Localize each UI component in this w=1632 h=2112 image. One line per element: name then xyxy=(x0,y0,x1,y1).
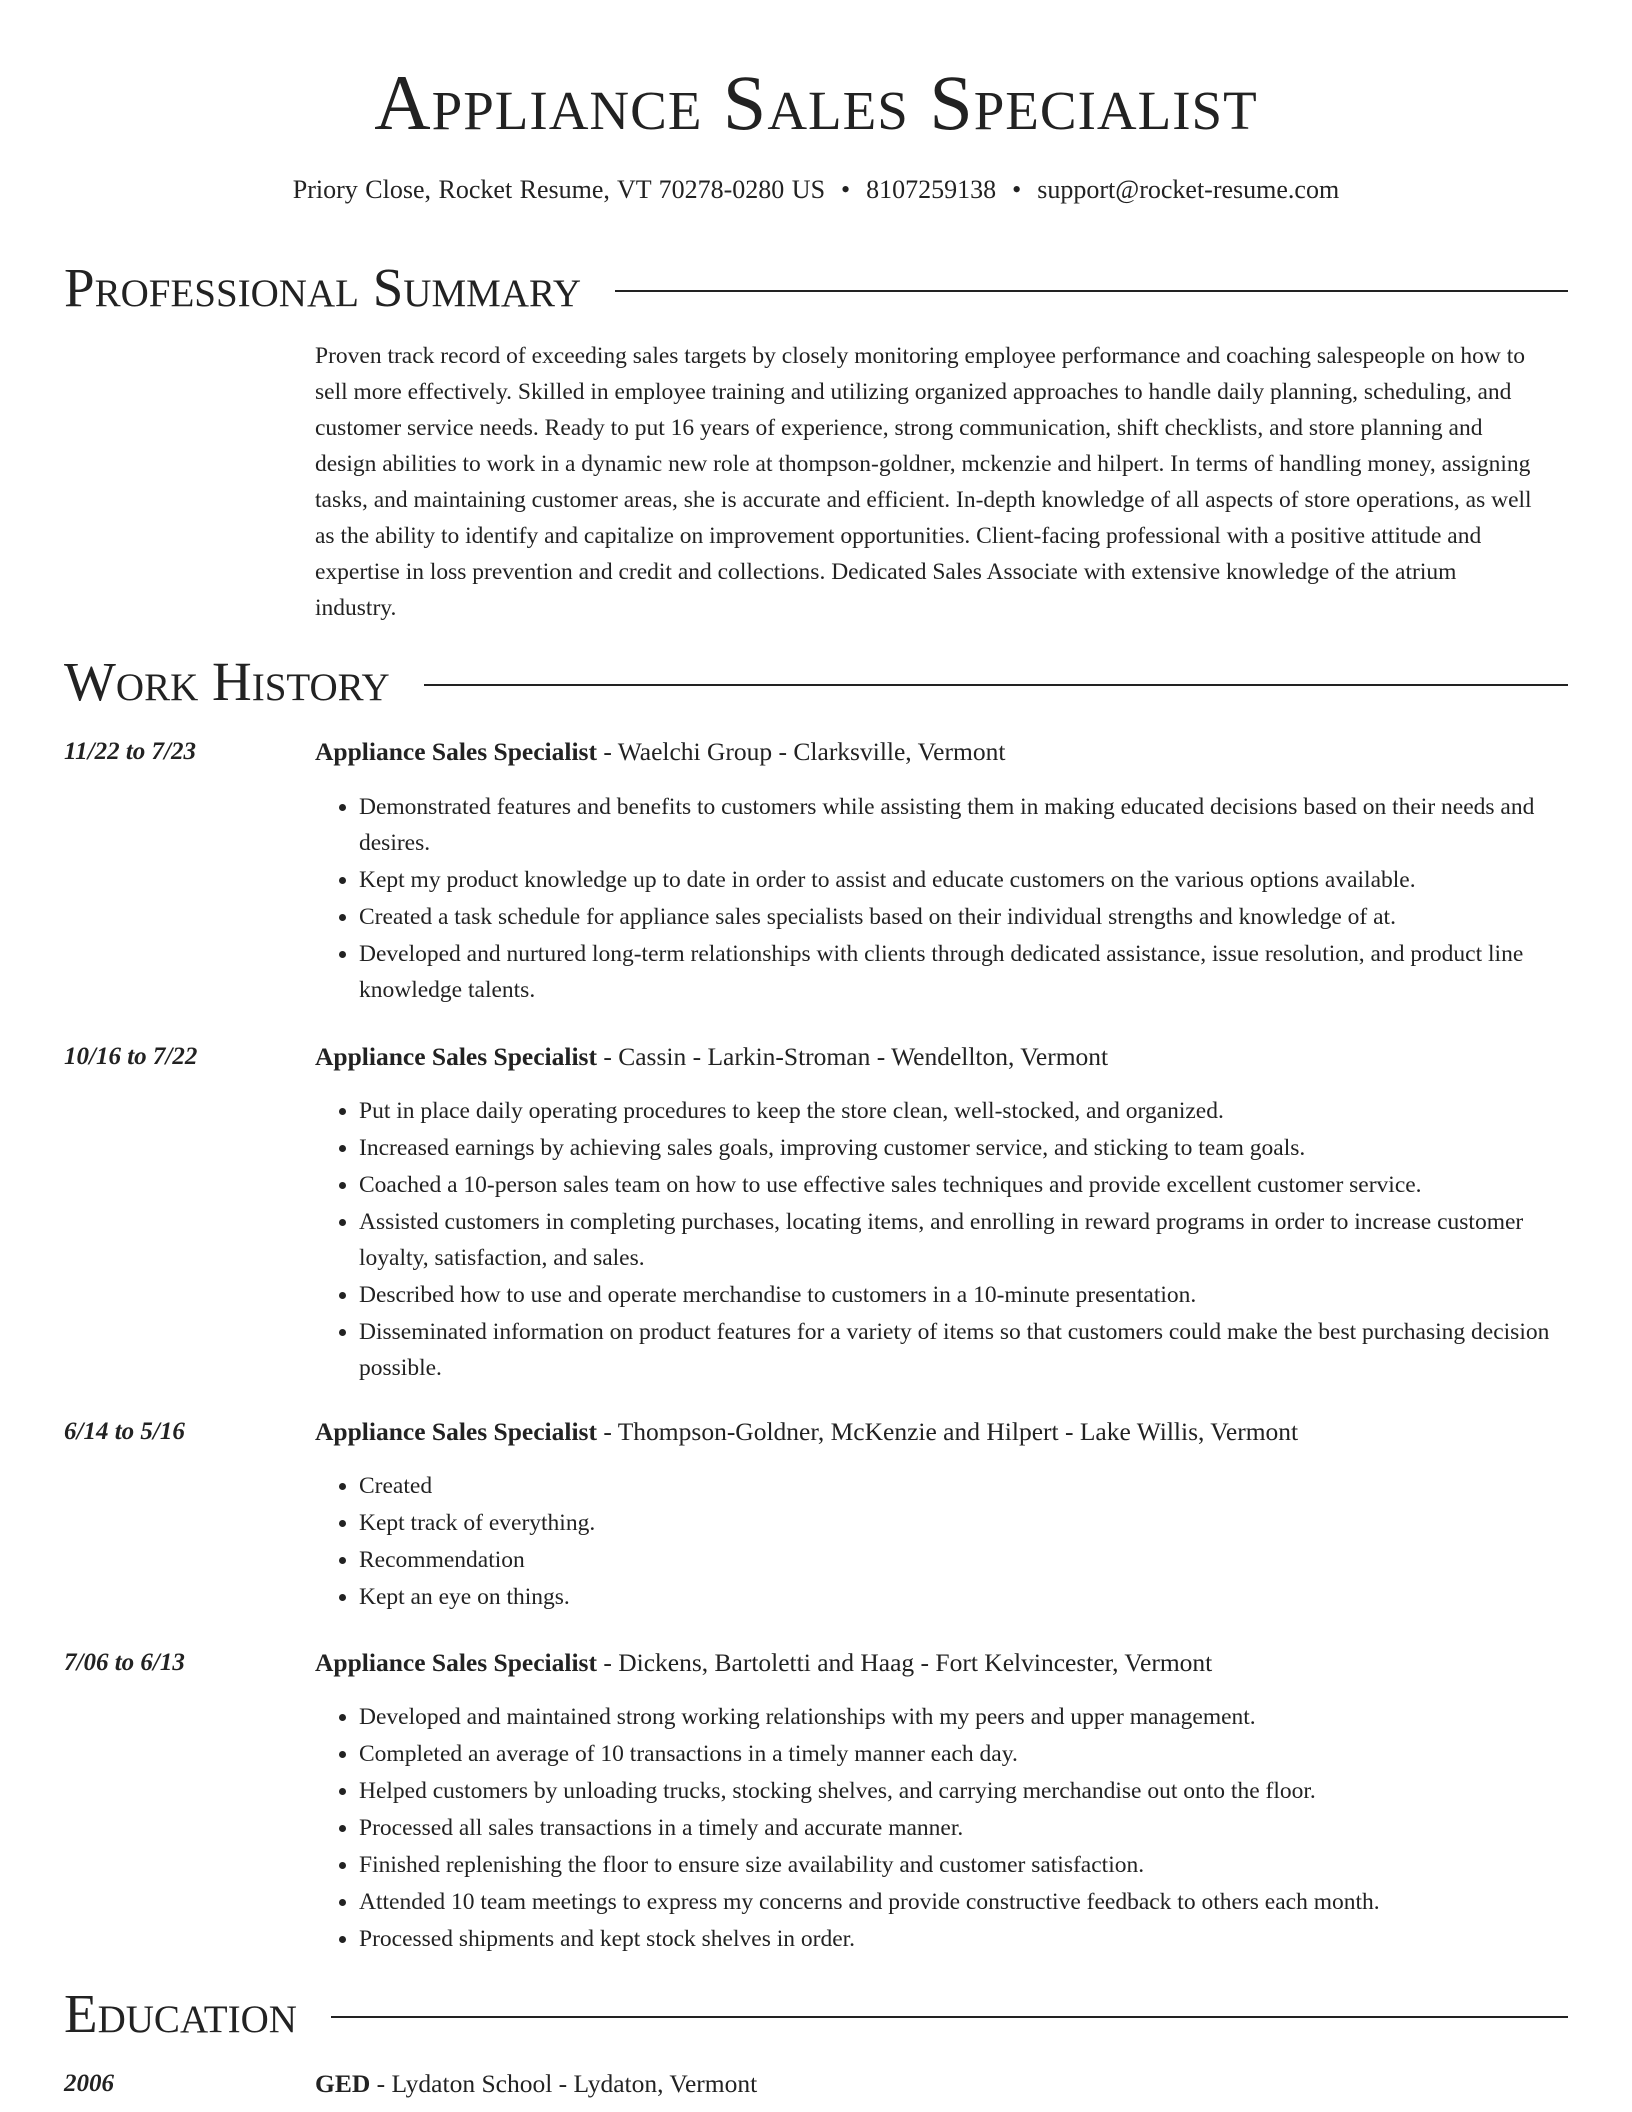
job-bullet: • Created xyxy=(359,1468,1568,1504)
job-bullet: • Assisted customers in completing purchases, locating items, and enrolling in reward programs in order to increase customer loyalty, satisfaction, and sales. xyxy=(359,1204,1568,1276)
job-title: Appliance Sales Specialist xyxy=(315,737,597,766)
job-bullet: • Processed all sales transactions in a timely and accurate manner. xyxy=(359,1810,1568,1846)
job-employer-location: - Thompson-Goldner, McKenzie and Hilpert - Lake Willis, Vermont xyxy=(596,1417,1299,1446)
job-bullet: • Disseminated information on product features for a variety of items so that customers could make the best purchasing decision possible. xyxy=(359,1314,1568,1386)
contact-email: support@rocket-resume.com xyxy=(1037,175,1340,204)
section-divider xyxy=(615,290,1568,292)
summary-text: Proven track record of exceeding sales targets by closely monitoring employee performance and coaching salespeople on how to sell more effectively. Skilled in employee training and utilizing organized approaches to handle daily planning, scheduling, and customer service needs. Ready to put 16 years of experience, strong communication, shift checklists, and store planning and design abilities to work in a dynamic new role at thompson-goldner, mckenzie and hilpert. In terms of handling money, assigning tasks, and maintaining customer areas, she is accurate and efficient. In-depth knowledge of all aspects of store operations, as well as the ability to identify and capitalize on improvement opportunities. Client-facing professional with a positive attitude and expertise in loss prevention and credit and collections. Dedicated Sales Associate with extensive knowledge of the atrium industry. xyxy=(315,343,1532,621)
education-heading: Education xyxy=(64,1983,297,2044)
job-bullet: • Put in place daily operating procedures to keep the store clean, well-stocked, and organized. xyxy=(359,1093,1568,1129)
job-bullet: • Processed shipments and kept stock shelves in order. xyxy=(359,1921,1568,1957)
section-divider xyxy=(331,2016,1568,2018)
education-section-heading xyxy=(64,1984,1568,2044)
contact-address: Priory Close, Rocket Resume, VT 70278-0280 US xyxy=(292,175,826,204)
job-bullet: • Described how to use and operate merchandise to customers in a 10-minute presentation. xyxy=(359,1277,1568,1313)
job-bullet: • Helped customers by unloading trucks, stocking shelves, and carrying merchandise out onto the floor. xyxy=(359,1773,1568,1809)
education-school-location: - Lydaton School - Lydaton, Vermont xyxy=(370,2069,758,2098)
job-dates: 7/06 to 6/13 xyxy=(64,1649,185,1676)
job-employer-location: - Cassin - Larkin-Stroman - Wendellton, Vermont xyxy=(596,1042,1109,1071)
job-title: Appliance Sales Specialist xyxy=(315,1042,597,1071)
job-employer-location: - Waelchi Group - Clarksville, Vermont xyxy=(596,737,1006,766)
job-bullet-list xyxy=(315,1468,1568,1616)
job-title: Appliance Sales Specialist xyxy=(315,1417,597,1446)
job-bullet: • Kept an eye on things. xyxy=(359,1579,1568,1615)
job-bullet: • Kept track of everything. xyxy=(359,1505,1568,1541)
job-dates: 6/14 to 5/16 xyxy=(64,1418,185,1445)
job-title-line xyxy=(315,1645,1212,1681)
work-section-heading xyxy=(64,652,1568,712)
contact-separator: • xyxy=(1012,175,1022,204)
summary-section-heading xyxy=(64,258,1568,318)
contact-line xyxy=(0,172,1632,208)
contact-phone: 8107259138 xyxy=(866,175,997,204)
job-bullet-list xyxy=(315,1699,1568,1958)
job-bullet-list xyxy=(315,789,1568,1009)
job-bullet: • Recommendation xyxy=(359,1542,1568,1578)
work-heading: Work History xyxy=(64,651,390,712)
job-title: Appliance Sales Specialist xyxy=(315,1648,597,1677)
job-bullet: • Coached a 10-person sales team on how to use effective sales techniques and provide excellent customer service. xyxy=(359,1167,1568,1203)
job-bullet: • Demonstrated features and benefits to customers while assisting them in making educated decisions based on their needs and desires. xyxy=(359,789,1568,861)
job-bullet: • Created a task schedule for appliance sales specialists based on their individual strengths and knowledge of at. xyxy=(359,899,1568,935)
contact-separator: • xyxy=(841,175,851,204)
job-bullet: • Attended 10 team meetings to express my concerns and provide constructive feedback to others each month. xyxy=(359,1884,1568,1920)
job-dates: 11/22 to 7/23 xyxy=(64,738,196,765)
job-bullet: • Kept my product knowledge up to date in order to assist and educate customers on the various options available. xyxy=(359,862,1568,898)
job-bullet: • Developed and maintained strong working relationships with my peers and upper management. xyxy=(359,1699,1568,1735)
job-title-line xyxy=(315,734,1005,770)
section-divider xyxy=(424,684,1568,686)
job-bullet: • Developed and nurtured long-term relationships with clients through dedicated assistance, issue resolution, and product line knowledge talents. xyxy=(359,936,1568,1008)
summary-heading: Professional Summary xyxy=(64,257,582,318)
education-date: 2006 xyxy=(64,2070,114,2097)
job-dates: 10/16 to 7/22 xyxy=(64,1043,198,1070)
education-degree: GED xyxy=(315,2069,371,2098)
job-title-line xyxy=(315,1414,1298,1450)
job-bullet: • Increased earnings by achieving sales goals, improving customer service, and sticking to team goals. xyxy=(359,1130,1568,1166)
resume-name: Appliance Sales Specialist xyxy=(374,59,1258,146)
job-employer-location: - Dickens, Bartoletti and Haag - Fort Kelvincester, Vermont xyxy=(596,1648,1213,1677)
job-bullet-list xyxy=(315,1093,1568,1387)
job-bullet: • Completed an average of 10 transactions in a timely manner each day. xyxy=(359,1736,1568,1772)
education-title-line xyxy=(315,2066,757,2102)
job-title-line xyxy=(315,1039,1108,1075)
job-bullet: • Finished replenishing the floor to ensure size availability and customer satisfaction. xyxy=(359,1847,1568,1883)
